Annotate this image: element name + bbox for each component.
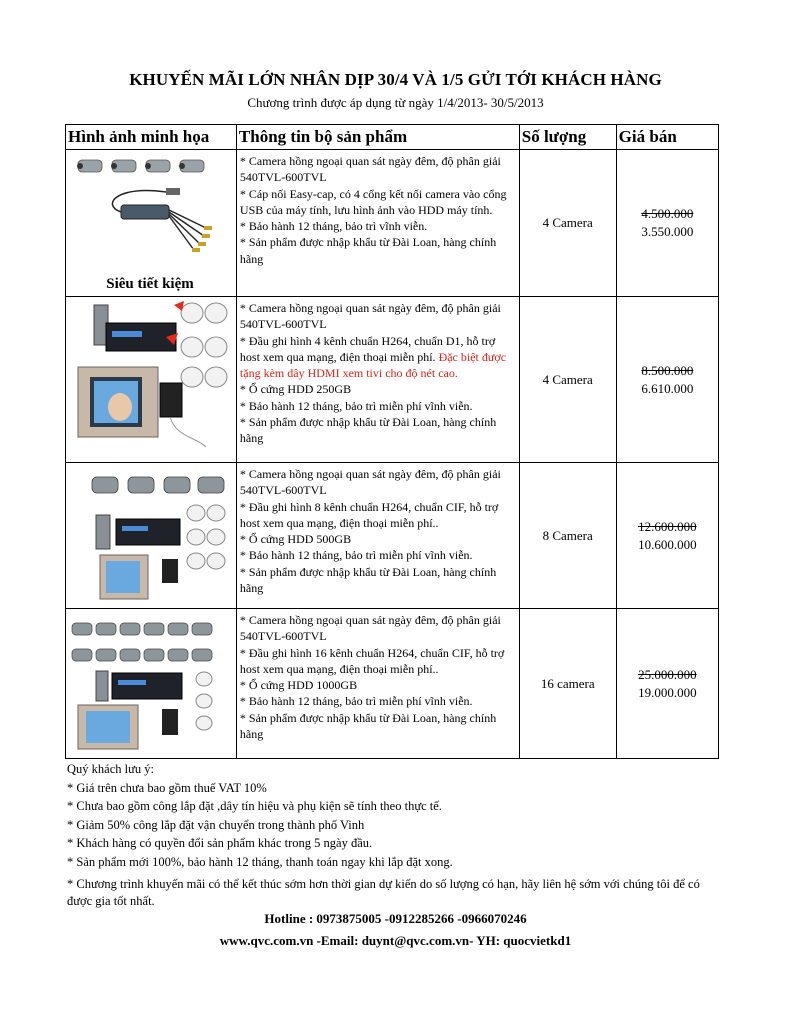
product-image-cell xyxy=(66,150,237,297)
table-row xyxy=(66,150,719,297)
table-row xyxy=(66,609,719,759)
page-subtitle: Chương trình được áp dụng từ ngày 1/4/2013- 30/5/2013 xyxy=(247,95,544,110)
note-item-last: * Chương trình khuyến mãi có thể kết thúc sớm hơn thời gian dự kiến do số lượng có hạn, hãy liên hệ sớm với chúng tôi để có được gia tốt nhất. xyxy=(67,876,700,908)
info-line: * Đầu ghi hình 16 kênh chuẩn H264, chuẩn CIF, hỗ trợ host xem qua mạng, điện thoại miễn phí.. xyxy=(239,645,505,676)
old-price: 25.000.000 xyxy=(638,666,697,682)
product-image-dvr8 xyxy=(66,463,234,603)
info-line: * Cáp nối Easy-cap, có 4 cổng kết nối camera vào cổng USB của máy tính, lưu hình ảnh vào HDD máy tính. xyxy=(239,186,507,217)
info-line: * Ổ cứng HDD 500GB xyxy=(239,532,352,547)
info-highlight: Đặc biệt được tặng kèm dây HDMI xem tivi cho độ nét cao. xyxy=(239,349,507,381)
note-item: * Khách hàng có quyền đổi sản phẩm khác trong 5 ngày đầu. xyxy=(67,836,373,851)
old-price: 4.500.000 xyxy=(641,206,694,221)
price-cell xyxy=(616,297,718,463)
table-row xyxy=(66,297,719,463)
note-item: * Sản phẩm mới 100%, bảo hành 12 tháng, thanh toán ngay khi lắp đặt xong. xyxy=(67,854,453,869)
new-price: 10.600.000 xyxy=(638,536,697,552)
table-row xyxy=(66,463,719,609)
quantity: 8 Camera xyxy=(519,463,616,609)
price-cell xyxy=(616,463,718,609)
product-image-cell xyxy=(66,609,237,759)
info-line: * Camera hồng ngoại quan sát ngày đêm, độ phân giải 540TVL-600TVL xyxy=(239,154,501,185)
info-line: * Ổ cứng HDD 250GB xyxy=(239,382,352,397)
quantity: 4 Camera xyxy=(519,297,616,463)
note-item: * Giảm 50% công lắp đặt vận chuyển trong thành phố Vinh xyxy=(67,817,365,832)
price-cell xyxy=(616,150,718,297)
info-line: * Camera hồng ngoại quan sát ngày đêm, độ phân giải 540TVL-600TVL xyxy=(239,301,501,332)
image-caption: Siêu tiết kiệm xyxy=(106,276,194,292)
table-header-row xyxy=(66,125,719,150)
info-line: * Bảo hành 12 tháng, bảo trì miễn phí vĩnh viễn. xyxy=(239,398,473,413)
web-email: www.qvc.com.vn -Email: duynt@qvc.com.vn- YH: quocvietkd1 xyxy=(219,933,572,948)
old-price: 12.600.000 xyxy=(638,518,697,534)
new-price: 19.000.000 xyxy=(638,684,697,700)
old-price: 8.500.000 xyxy=(641,362,694,378)
info-line: * Bảo hành 12 tháng, bảo trì miễn phí vĩnh viễn. xyxy=(239,694,473,709)
info-line: * Camera hồng ngoại quan sát ngày đêm, độ phân giải 540TVL-600TVL xyxy=(239,467,501,498)
header-info: Thông tin bộ sản phẩm xyxy=(236,125,519,150)
notes-heading: Quý khách lưu ý: xyxy=(67,762,154,776)
page-title: KHUYẾN MÃI LỚN NHÂN DỊP 30/4 VÀ 1/5 GỬI TỚI KHÁCH HÀNG xyxy=(129,70,662,89)
header-image: Hình ảnh minh họa xyxy=(66,125,237,150)
new-price: 6.610.000 xyxy=(641,380,694,396)
note-item: * Giá trên chưa bao gồm thuế VAT 10% xyxy=(67,780,267,795)
info-line: * Sản phẩm được nhập khẩu từ Đài Loan, hàng chính hãng xyxy=(239,235,497,266)
product-info xyxy=(236,609,519,759)
product-image-dvr4 xyxy=(66,297,234,457)
product-info xyxy=(236,150,519,297)
info-text: * Đầu ghi hình 4 kênh chuẩn H264, chuẩn D1, hỗ trợ host xem qua mạng, điện thoại miễn phí. xyxy=(239,333,496,364)
info-line: * Bảo hành 12 tháng, bảo trì miễn phí vĩnh viễn. xyxy=(239,548,473,563)
quantity: 4 Camera xyxy=(519,150,616,297)
info-line: * Sản phẩm được nhập khẩu từ Đài Loan, hàng chính hãng xyxy=(239,564,497,596)
product-image-cell xyxy=(66,463,237,609)
product-image-easycap xyxy=(66,150,234,270)
header-quantity: Số lượng xyxy=(519,125,616,150)
notes-section xyxy=(67,760,727,910)
quantity: 16 camera xyxy=(519,609,616,759)
new-price: 3.550.000 xyxy=(641,224,694,239)
info-line: * Sản phẩm được nhập khẩu từ Đài Loan, hàng chính hãng xyxy=(239,415,497,446)
info-line: * Đầu ghi hình 8 kênh chuẩn H264, chuẩn CIF, hỗ trợ host xem qua mạng, điện thoại miễn phí.. xyxy=(239,499,499,530)
info-line: * Camera hồng ngoại quan sát ngày đêm, độ phân giải 540TVL-600TVL xyxy=(239,613,501,644)
product-image-dvr16 xyxy=(66,609,234,753)
info-line: * Ổ cứng HDD 1000GB xyxy=(239,678,358,693)
info-line: * Bảo hành 12 tháng, bảo trì vĩnh viễn. xyxy=(239,219,428,234)
info-line xyxy=(240,333,517,382)
product-image-cell xyxy=(66,297,237,463)
product-info xyxy=(236,463,519,609)
hotline: Hotline : 0973875005 -0912285266 -0966070246 xyxy=(264,911,527,926)
promo-table xyxy=(65,124,719,759)
info-line: * Sản phẩm được nhập khẩu từ Đài Loan, hàng chính hãng xyxy=(239,710,497,742)
header-price: Giá bán xyxy=(616,125,718,150)
product-info xyxy=(236,297,519,463)
price-cell xyxy=(616,609,718,759)
note-item: * Chưa bao gồm công lắp đặt ,dây tín hiệu và phụ kiện sẽ tính theo thực tế. xyxy=(67,799,442,814)
